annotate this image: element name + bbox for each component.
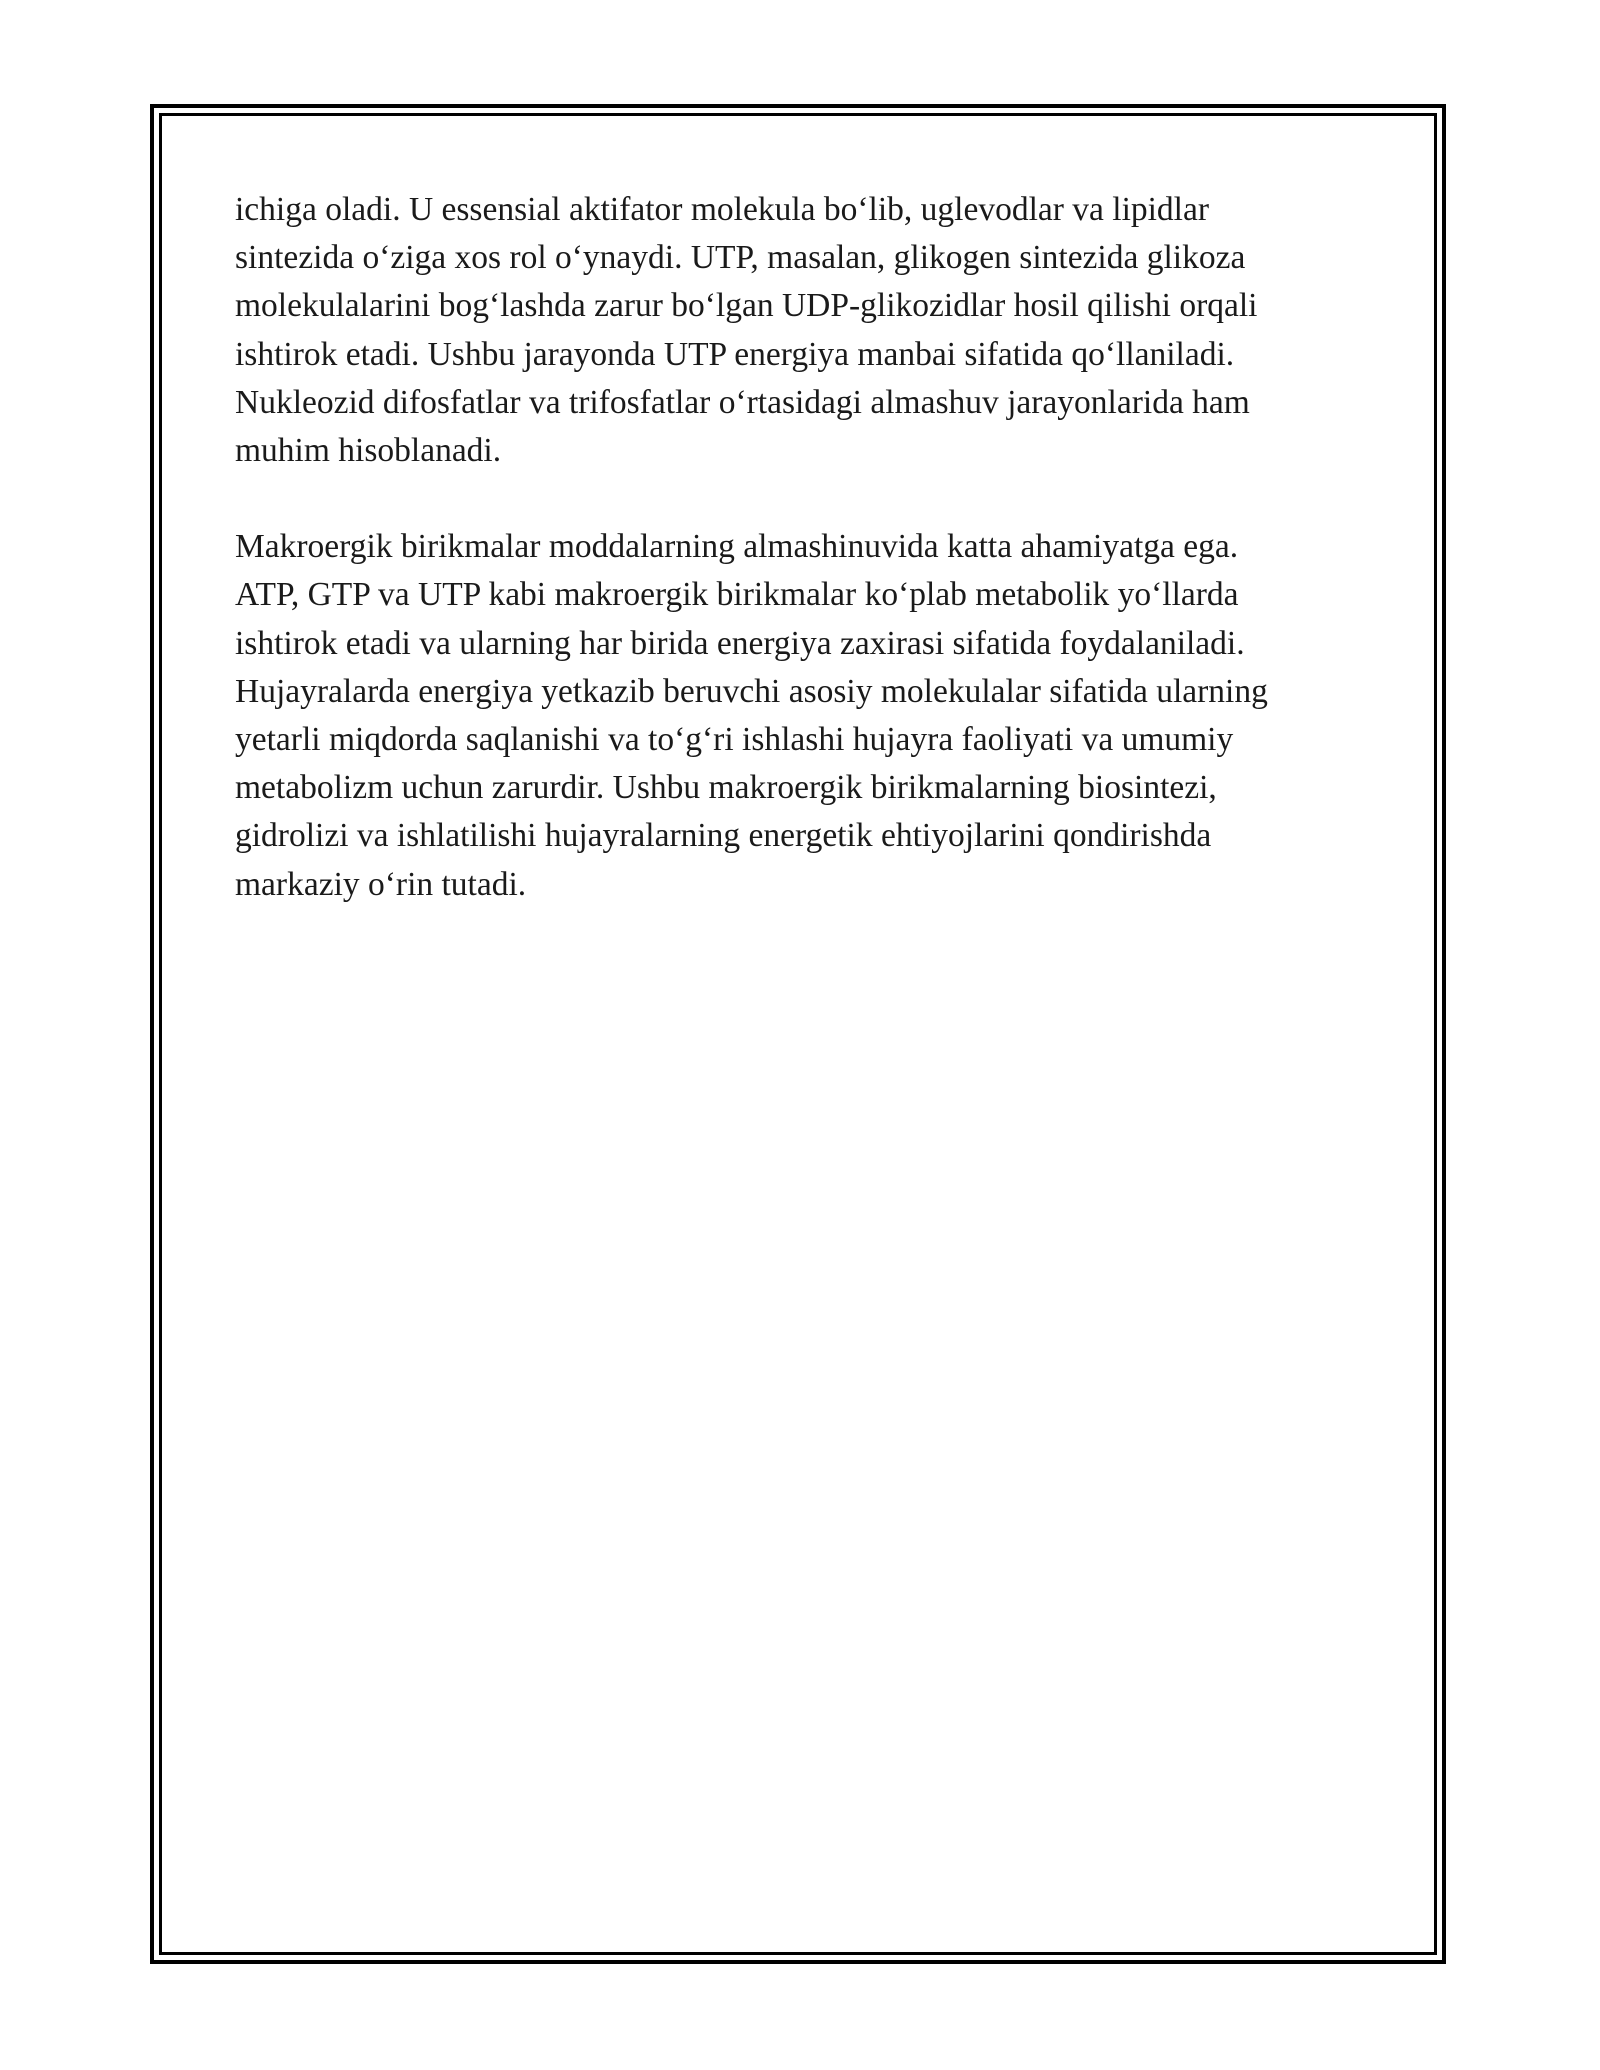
- document-body: [235, 186, 1365, 957]
- paragraph-1: ichiga oladi. U essensial aktifator molekula bo‘lib, uglevodlar va lipidlar sintezida o‘ziga xos rol o‘ynaydi. UTP, masalan, glikogen sintezida glikoza molekulalarini bog‘lashda zarur bo‘lgan UDP-glikozidlar hosil qilishi orqali ishtirok etadi. Ushbu jarayonda UTP energiya manbai sifatida qo‘llaniladi. Nukleozid difosfatlar va trifosfatlar o‘rtasidagi almashuv jarayonlarida ham muhim hisoblanadi.: [235, 191, 1258, 470]
- paragraph-2: Makroergik birikmalar moddalarning almashinuvida katta ahamiyatga ega. ATP, GTP va UTP kabi makroergik birikmalar ko‘plab metabolik yo‘llarda ishtirok etadi va ularning har birida energiya zaxirasi sifatida foydalaniladi. Hujayralarda energiya yetkazib beruvchi asosiy molekulalar sifatida ularning yetarli miqdorda saqlanishi va to‘g‘ri ishlashi hujayra faoliyati va umumiy metabolizm uchun zarurdir. Ushbu makroergik birikmalarning biosintezi, gidrolizi va ishlatilishi hujayralarning energetik ehtiyojlarini qondirishda markaziy o‘rin tutadi.: [235, 528, 1268, 903]
